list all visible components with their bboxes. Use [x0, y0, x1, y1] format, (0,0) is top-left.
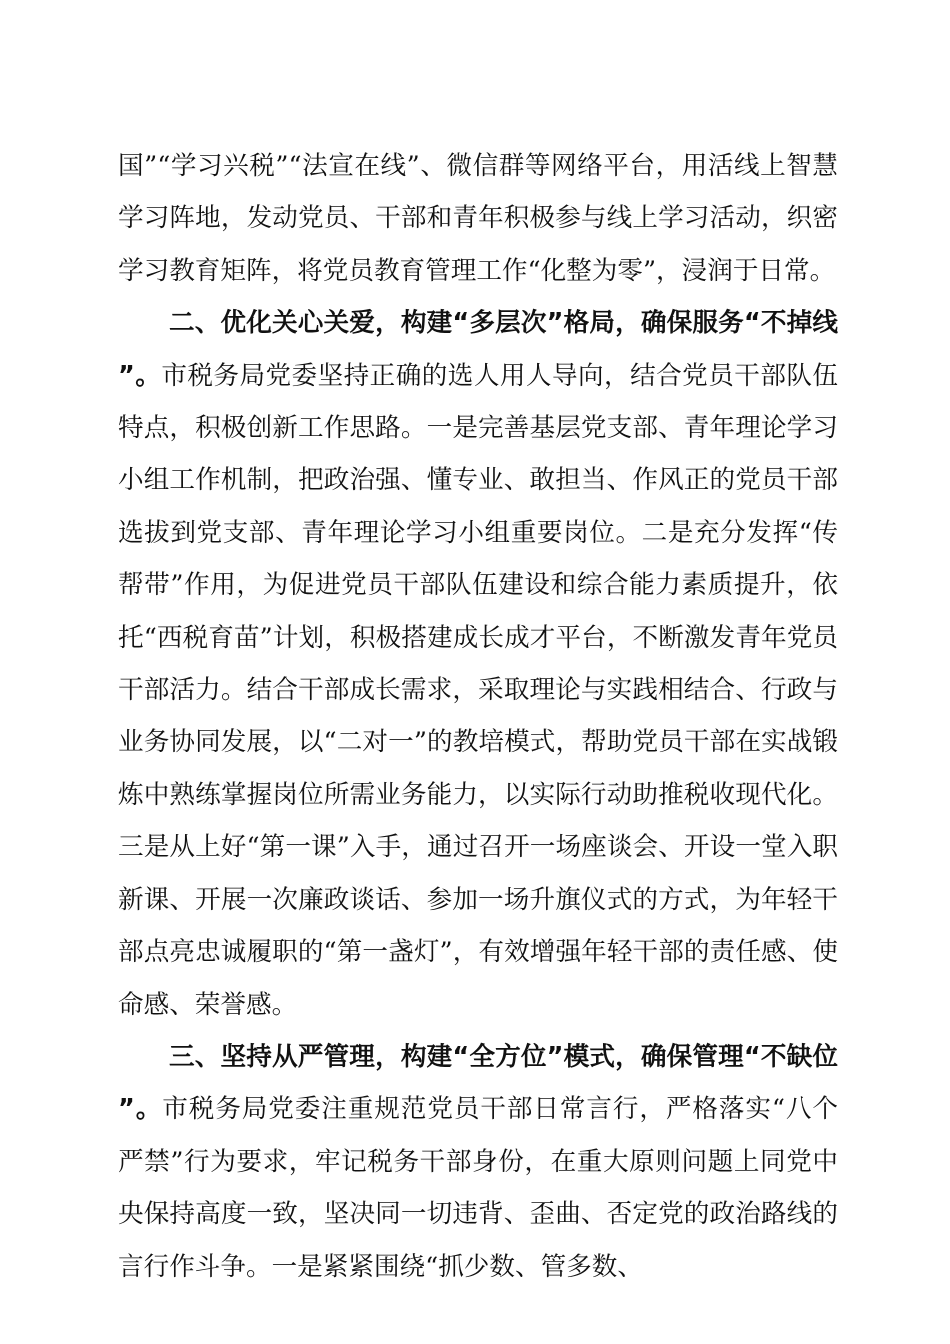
paragraph-continuation — [118, 140, 838, 297]
section-three-heading: 三、坚持从严管理，构建“全方位”模式，确保管理“不缺位”。 — [118, 1041, 838, 1125]
section-two-heading: 二、优化关心关爱，构建“多层次”格局，确保服务“不掉线”。 — [118, 308, 838, 391]
paragraph-body: 国”“学习兴税”“法宣在线”、微信群等网络平台，用活线上智慧学习阵地，发动党员、干部和青年积极参与线上学习活动，织密学习教育矩阵，将党员教育管理工作“化整为零”，浸润于日常。 — [118, 151, 838, 286]
section-two-paragraph — [118, 297, 838, 1031]
section-two-body: 市税务局党委坚持正确的选人用人导向，结合党员干部队伍特点，积极创新工作思路。一是完善基层党支部、青年理论学习小组工作机制，把政治强、懂专业、敢担当、作风正的党员干部选拔到党支部、青年理论学习小组重要岗位。二是充分发挥“传帮带”作用，为促进党员干部队伍建设和综合能力素质提升，依托“西税育苗”计划，积极搭建成长成才平台，不断激发青年党员干部活力。结合干部成长需求，采取理论与实践相结合、行政与业务协同发展，以“二对一”的教培模式，帮助党员干部在实战锻炼中熟练掌握岗位所需业务能力，以实际行动助推税收现代化。三是从上好“第一课”入手，通过召开一场座谈会、开设一堂入职新课、开展一次廉政谈话、参加一场升旗仪式的方式，为年轻干部点亮忠诚履职的“第一盏灯”，有效增强年轻干部的责任感、使命感、荣誉感。 — [118, 360, 838, 1020]
document-body — [118, 140, 838, 1293]
section-three-paragraph — [118, 1031, 838, 1293]
section-three-body: 市税务局党委注重规范党员干部日常言行，严格落实“八个严禁”行为要求，牢记税务干部身份，在重大原则问题上同党中央保持高度一致，坚决同一切违背、歪曲、否定党的政治路线的言行作斗争。一是紧紧围绕“抓少数、管多数、 — [118, 1094, 838, 1282]
